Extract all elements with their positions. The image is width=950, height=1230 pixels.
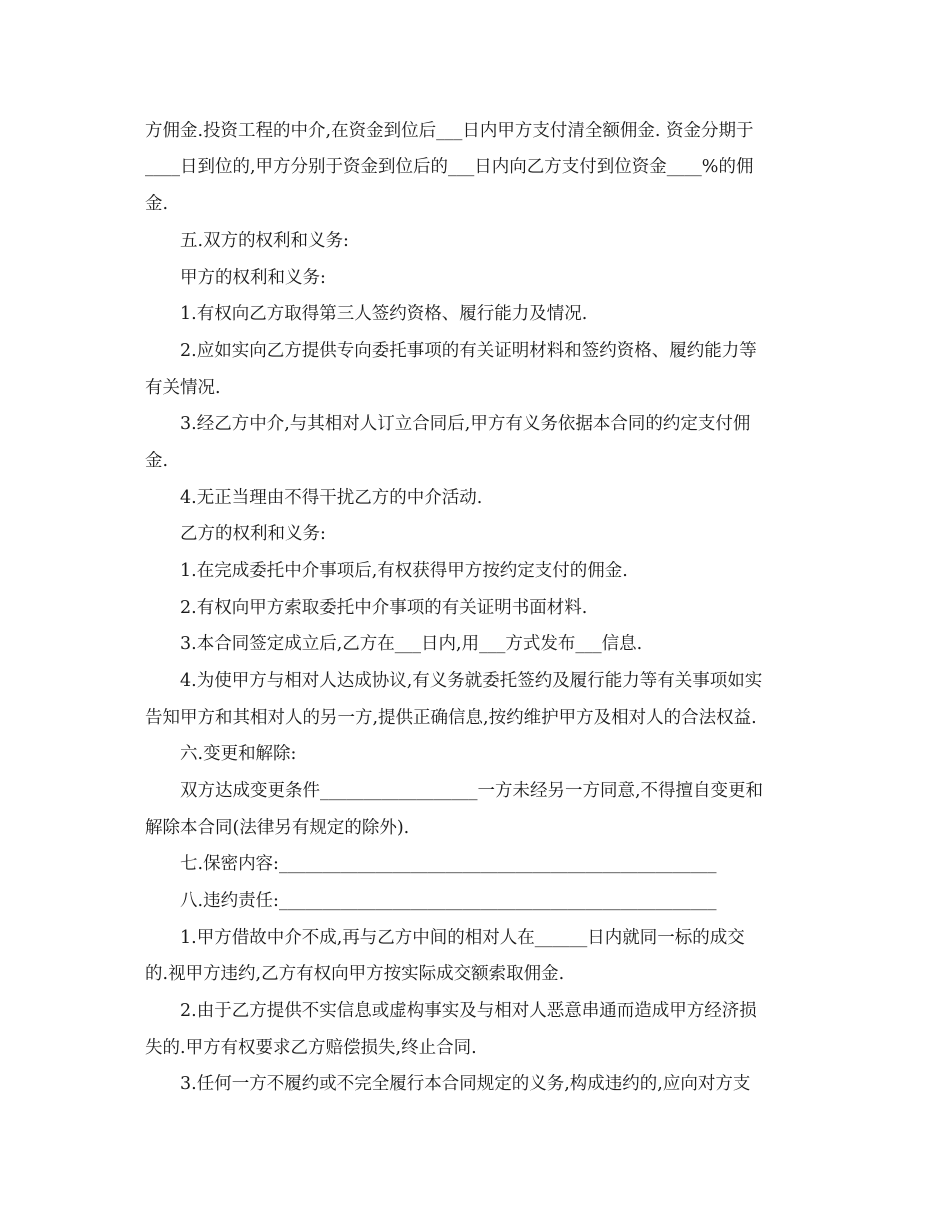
- text-line: 金.: [145, 194, 169, 214]
- section-heading: 五.双方的权利和义务:: [180, 231, 349, 251]
- section-heading: 七.保密内容:__________________________________________________: [180, 854, 717, 874]
- text-line: 3.经乙方中介,与其相对人订立合同后,甲方有义务依据本合同的约定支付佣: [180, 414, 751, 434]
- text-line: 2.应如实向乙方提供专向委托事项的有关证明材料和签约资格、履约能力等: [180, 341, 757, 361]
- text-line: 3.任何一方不履约或不完全履行本合同规定的义务,构成违约的,应向对方支: [180, 1074, 751, 1094]
- text-line: 2.由于乙方提供不实信息或虚构事实及与相对人恶意串通而造成甲方经济损: [180, 1001, 757, 1021]
- subsection-heading: 甲方的权利和义务:: [180, 268, 326, 288]
- text-line: 的.视甲方违约,乙方有权向甲方按实际成交额索取佣金.: [145, 964, 565, 984]
- section-heading: 八.违约责任:__________________________________________________: [180, 891, 717, 911]
- text-line: 解除本合同(法律另有规定的除外).: [145, 818, 410, 838]
- text-line: ____日到位的,甲方分别于资金到位后的___日内向乙方支付到位资金____%的佣: [145, 157, 754, 177]
- text-line: 方佣金.投资工程的中介,在资金到位后___日内甲方支付清全额佣金. 资金分期于: [145, 121, 754, 141]
- text-line: 失的.甲方有权要求乙方赔偿损失,终止合同.: [145, 1038, 477, 1058]
- text-line: 2.有权向甲方索取委托中介事项的有关证明书面材料.: [180, 598, 588, 618]
- text-line: 双方达成变更条件__________________一方未经另一方同意,不得擅自变更和: [180, 781, 764, 801]
- text-line: 1.在完成委托中介事项后,有权获得甲方按约定支付的佣金.: [180, 561, 628, 581]
- text-line: 1.有权向乙方取得第三人签约资格、履行能力及情况.: [180, 304, 588, 324]
- text-line: 4.无正当理由不得干扰乙方的中介活动.: [180, 488, 483, 508]
- text-line: 3.本合同签定成立后,乙方在___日内,用___方式发布___信息.: [180, 634, 643, 654]
- text-line: 有关情况.: [145, 378, 221, 398]
- text-line: 告知甲方和其相对人的另一方,提供正确信息,按约维护甲方及相对人的合法权益.: [145, 708, 757, 728]
- text-line: 4.为使甲方与相对人达成协议,有义务就委托签约及履行能力等有关事项如实: [180, 671, 763, 691]
- subsection-heading: 乙方的权利和义务:: [180, 524, 326, 544]
- text-line: 1.甲方借故中介不成,再与乙方中间的相对人在______日内就同一标的成交: [180, 928, 745, 948]
- section-heading: 六.变更和解除:: [180, 744, 297, 764]
- text-line: 金.: [145, 451, 169, 471]
